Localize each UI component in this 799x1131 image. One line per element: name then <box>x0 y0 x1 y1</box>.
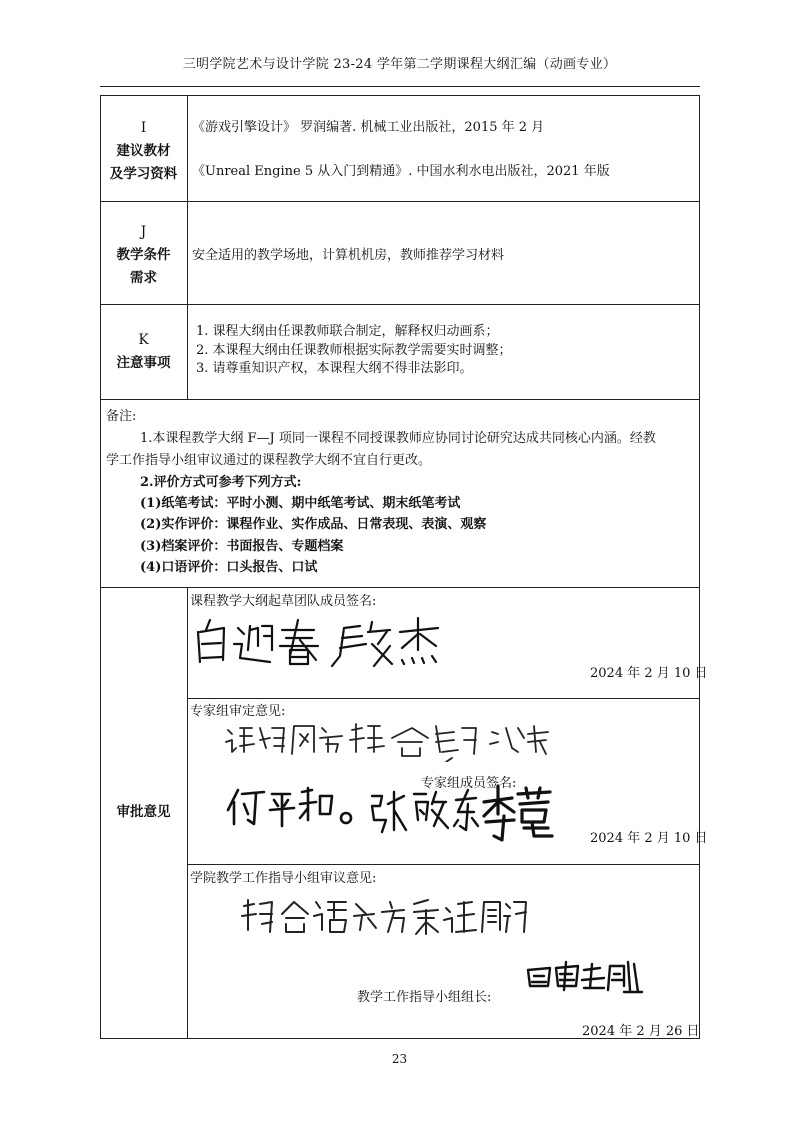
eval-item-2: (2)实作评价：课程作业、实作成品、日常表现、表演、观察 <box>140 517 487 532</box>
conditions-text: 安全适用的教学场地，计算机机房，教师推荐学习材料 <box>192 248 505 263</box>
row-divider <box>187 864 700 865</box>
committee-opinion-handwriting <box>238 894 528 938</box>
conditions-label-line1: 教学条件 <box>116 247 171 263</box>
note-item-3: 3. 请尊重知识产权，本课程大纲不得非法影印。 <box>196 361 473 376</box>
notes-label-text: 注意事项 <box>116 355 171 371</box>
textbooks-label-line1: 建议教材 <box>116 143 171 159</box>
row-divider <box>187 698 700 699</box>
notes-label <box>100 329 187 375</box>
page-header-title: 三明学院艺术与设计学院 23-24 学年第二学期课程大纲汇编（动画专业） <box>182 57 617 72</box>
row-divider <box>100 587 700 588</box>
remarks-para1-line2: 学工作指导小组审议通过的课程教学大纲不宜自行更改。 <box>106 453 432 468</box>
remarks-title: 备注: <box>106 409 137 424</box>
experts-date: 2024 年 2 月 10 日 <box>590 831 708 846</box>
experts-signatures <box>222 780 562 842</box>
note-item-2: 2. 本课程大纲由任课教师根据实际教学需要实时调整； <box>196 343 512 358</box>
committee-title: 学院教学工作指导小组审议意见: <box>190 871 377 886</box>
column-divider <box>187 95 188 399</box>
drafters-signature <box>190 610 450 670</box>
header-rule <box>100 86 700 87</box>
committee-date: 2024 年 2 月 26 日 <box>582 1024 700 1039</box>
row-divider <box>100 399 700 400</box>
row-divider <box>100 201 700 202</box>
conditions-label-line2: 需求 <box>130 270 157 286</box>
textbook-item-2: 《Unreal Engine 5 从入门到精通》. 中国水利水电出版社，2021 年版 <box>192 164 610 179</box>
approval-label: 审批意见 <box>116 804 171 820</box>
textbooks-label-line2: 及学习资料 <box>109 166 178 182</box>
row-letter-i: I <box>140 120 147 136</box>
drafters-date: 2024 年 2 月 10 日 <box>590 666 708 681</box>
committee-leader-signature <box>520 956 650 998</box>
eval-title: 2.评价方式可参考下列方式: <box>140 475 302 490</box>
note-item-1: 1. 课程大纲由任课教师联合制定，解释权归动画系； <box>196 324 499 339</box>
eval-item-3: (3)档案评价：书面报告、专题档案 <box>140 539 344 554</box>
page-number: 23 <box>391 1052 408 1066</box>
drafters-title: 课程教学大纲起草团队成员签名: <box>190 594 377 609</box>
experts-title: 专家组审定意见: <box>190 704 286 719</box>
eval-item-1: (1)纸笔考试：平时小测、期中纸笔考试、期末纸笔考试 <box>140 496 461 511</box>
experts-members-label: 专家组成员签名: <box>421 776 517 791</box>
row-letter-j: J <box>140 224 147 240</box>
eval-item-4: (4)口语评价：口头报告、口试 <box>140 560 318 575</box>
committee-leader-label: 教学工作指导小组组长: <box>357 990 492 1005</box>
column-divider <box>187 587 188 1039</box>
textbooks-label <box>100 117 187 186</box>
conditions-label <box>100 221 187 290</box>
remarks-para1-line1: 1.本课程教学大纲 F—J 项同一课程不同授课教师应协同讨论研究达成共同核心内涵。经教 <box>140 431 656 446</box>
experts-opinion-handwriting <box>222 718 552 762</box>
textbook-item-1: 《游戏引擎设计》 罗润编著. 机械工业出版社，2015 年 2 月 <box>192 120 545 135</box>
row-letter-k: K <box>138 332 149 348</box>
row-divider <box>100 304 700 305</box>
